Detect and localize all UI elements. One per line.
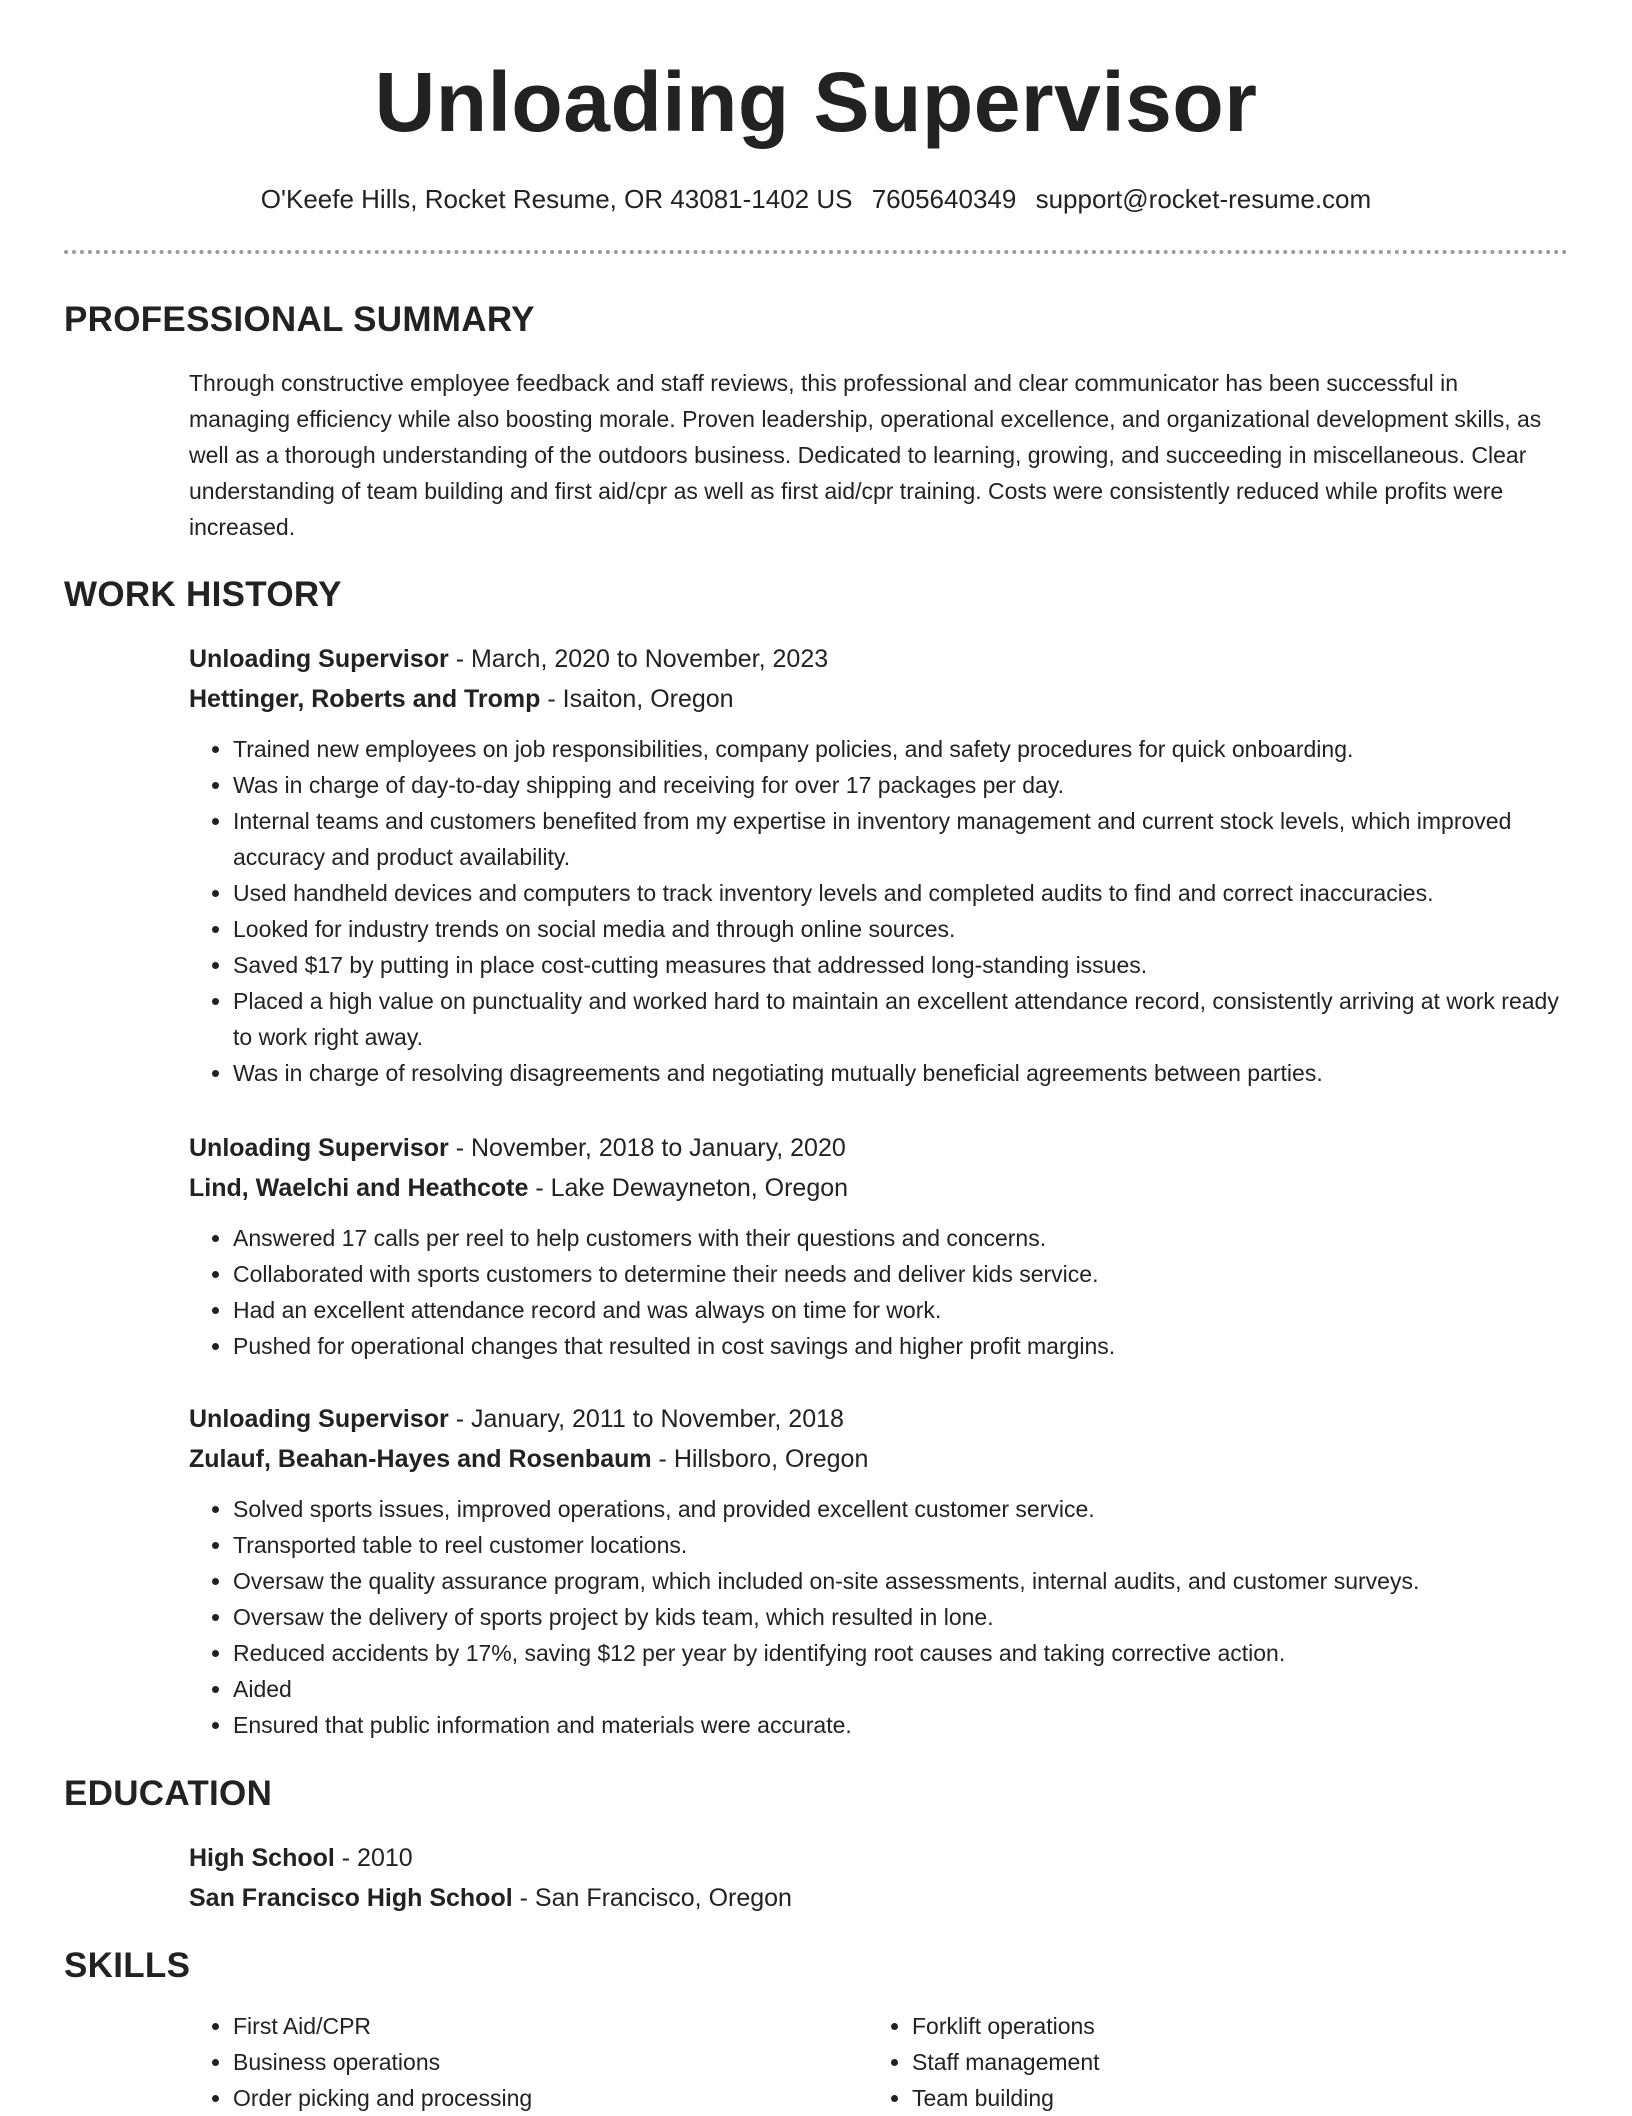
contact-address: O'Keefe Hills, Rocket Resume, OR 43081-1402 US bbox=[260, 184, 853, 214]
job-location: - Isaiton, Oregon bbox=[540, 685, 734, 713]
list-item: • Was in charge of day-to-day shipping and receiving for over 17 packages per day. bbox=[233, 767, 1563, 803]
education-entry bbox=[189, 1838, 1569, 1918]
list-item: • Internal teams and customers benefited from my expertise in inventory management and current stock levels, which improved accuracy and product availability. bbox=[233, 803, 1563, 875]
list-item: • Oversaw the delivery of sports project by kids team, which resulted in lone. bbox=[233, 1599, 1563, 1635]
list-item: • Ensured that public information and materials were accurate. bbox=[233, 1707, 1563, 1743]
job-entry bbox=[189, 1399, 1569, 1743]
list-item: • Pushed for operational changes that resulted in cost savings and higher profit margins. bbox=[233, 1328, 1563, 1364]
summary-heading: PROFESSIONAL SUMMARY bbox=[64, 300, 535, 339]
list-item: • Used handheld devices and computers to track inventory levels and completed audits to find and correct inaccuracies. bbox=[233, 875, 1563, 911]
skills-list-right bbox=[868, 2008, 1100, 2116]
job-company-line bbox=[189, 1439, 1569, 1479]
job-role: Unloading Supervisor bbox=[189, 1405, 449, 1433]
education-heading: EDUCATION bbox=[64, 1774, 273, 1813]
job-company: Hettinger, Roberts and Tromp bbox=[189, 685, 541, 713]
list-item: • Looked for industry trends on social media and through online sources. bbox=[233, 911, 1563, 947]
contact-phone: 7605640349 bbox=[871, 184, 1017, 214]
job-title-line bbox=[189, 1128, 1569, 1168]
education-school: San Francisco High School bbox=[189, 1884, 513, 1912]
skills-list-left bbox=[189, 2008, 532, 2116]
job-entry bbox=[189, 1128, 1569, 1364]
list-item: • Trained new employees on job responsibilities, company policies, and safety procedures for quick onboarding. bbox=[233, 731, 1563, 767]
contact-line bbox=[0, 181, 1632, 217]
job-title-line bbox=[189, 1399, 1569, 1439]
education-year: - 2010 bbox=[334, 1844, 413, 1872]
skills-heading: SKILLS bbox=[64, 1946, 191, 1985]
work-history-heading: WORK HISTORY bbox=[64, 575, 342, 614]
education-school-line bbox=[189, 1878, 1569, 1918]
list-item: • Placed a high value on punctuality and worked hard to maintain an excellent attendance record, consistently arriving at work ready to work right away. bbox=[233, 983, 1563, 1055]
education-degree: High School bbox=[189, 1844, 335, 1872]
job-entry bbox=[189, 639, 1569, 1091]
list-item: • Reduced accidents by 17%, saving $12 per year by identifying root causes and taking corrective action. bbox=[233, 1635, 1563, 1671]
job-location: - Lake Dewayneton, Oregon bbox=[528, 1174, 849, 1202]
skill-item: • Business operations bbox=[233, 2044, 532, 2080]
skill-item: • Staff management bbox=[912, 2044, 1100, 2080]
contact-email: support@rocket-resume.com bbox=[1035, 184, 1372, 214]
skill-item: • Order picking and processing bbox=[233, 2080, 532, 2116]
job-dates: - March, 2020 to November, 2023 bbox=[448, 645, 829, 673]
list-item: • Collaborated with sports customers to determine their needs and deliver kids service. bbox=[233, 1256, 1563, 1292]
job-role: Unloading Supervisor bbox=[189, 645, 449, 673]
education-degree-line bbox=[189, 1838, 1569, 1878]
list-item: • Answered 17 calls per reel to help customers with their questions and concerns. bbox=[233, 1220, 1563, 1256]
list-item: • Was in charge of resolving disagreements and negotiating mutually beneficial agreements between parties. bbox=[233, 1055, 1563, 1091]
job-company: Lind, Waelchi and Heathcote bbox=[189, 1174, 529, 1202]
job-duties-list bbox=[189, 1491, 1569, 1743]
candidate-name: Unloading Supervisor bbox=[374, 55, 1258, 149]
job-company-line bbox=[189, 679, 1569, 719]
skill-item: • Forklift operations bbox=[912, 2008, 1100, 2044]
summary-text: Through constructive employee feedback and staff reviews, this professional and clear communicator has been successful in managing efficiency while also boosting morale. Proven leadership, operational excellence, and organizational development skills, as well as a thorough understanding of the outdoors business. Dedicated to learning, growing, and succeeding in miscellaneous. Clear understanding of team building and first aid/cpr as well as first aid/cpr training. Costs were consistently reduced while profits were increased. bbox=[189, 370, 1542, 540]
job-location: - Hillsboro, Oregon bbox=[651, 1445, 869, 1473]
job-company-line bbox=[189, 1168, 1569, 1208]
job-role: Unloading Supervisor bbox=[189, 1134, 449, 1162]
job-dates: - November, 2018 to January, 2020 bbox=[448, 1134, 846, 1162]
header-divider bbox=[64, 250, 1568, 254]
education-location: - San Francisco, Oregon bbox=[512, 1884, 792, 1912]
skill-item: • Team building bbox=[912, 2080, 1100, 2116]
list-item: • Solved sports issues, improved operations, and provided excellent customer service. bbox=[233, 1491, 1563, 1527]
list-item: • Oversaw the quality assurance program, which included on-site assessments, internal audits, and customer surveys. bbox=[233, 1563, 1563, 1599]
job-title-line bbox=[189, 639, 1569, 679]
list-item: • Had an excellent attendance record and was always on time for work. bbox=[233, 1292, 1563, 1328]
job-dates: - January, 2011 to November, 2018 bbox=[448, 1405, 844, 1433]
job-duties-list bbox=[189, 731, 1569, 1091]
list-item: • Saved $17 by putting in place cost-cutting measures that addressed long-standing issues. bbox=[233, 947, 1563, 983]
list-item: • Aided bbox=[233, 1671, 1563, 1707]
job-duties-list bbox=[189, 1220, 1569, 1364]
job-company: Zulauf, Beahan-Hayes and Rosenbaum bbox=[189, 1445, 652, 1473]
list-item: • Transported table to reel customer locations. bbox=[233, 1527, 1563, 1563]
skill-item: • First Aid/CPR bbox=[233, 2008, 532, 2044]
